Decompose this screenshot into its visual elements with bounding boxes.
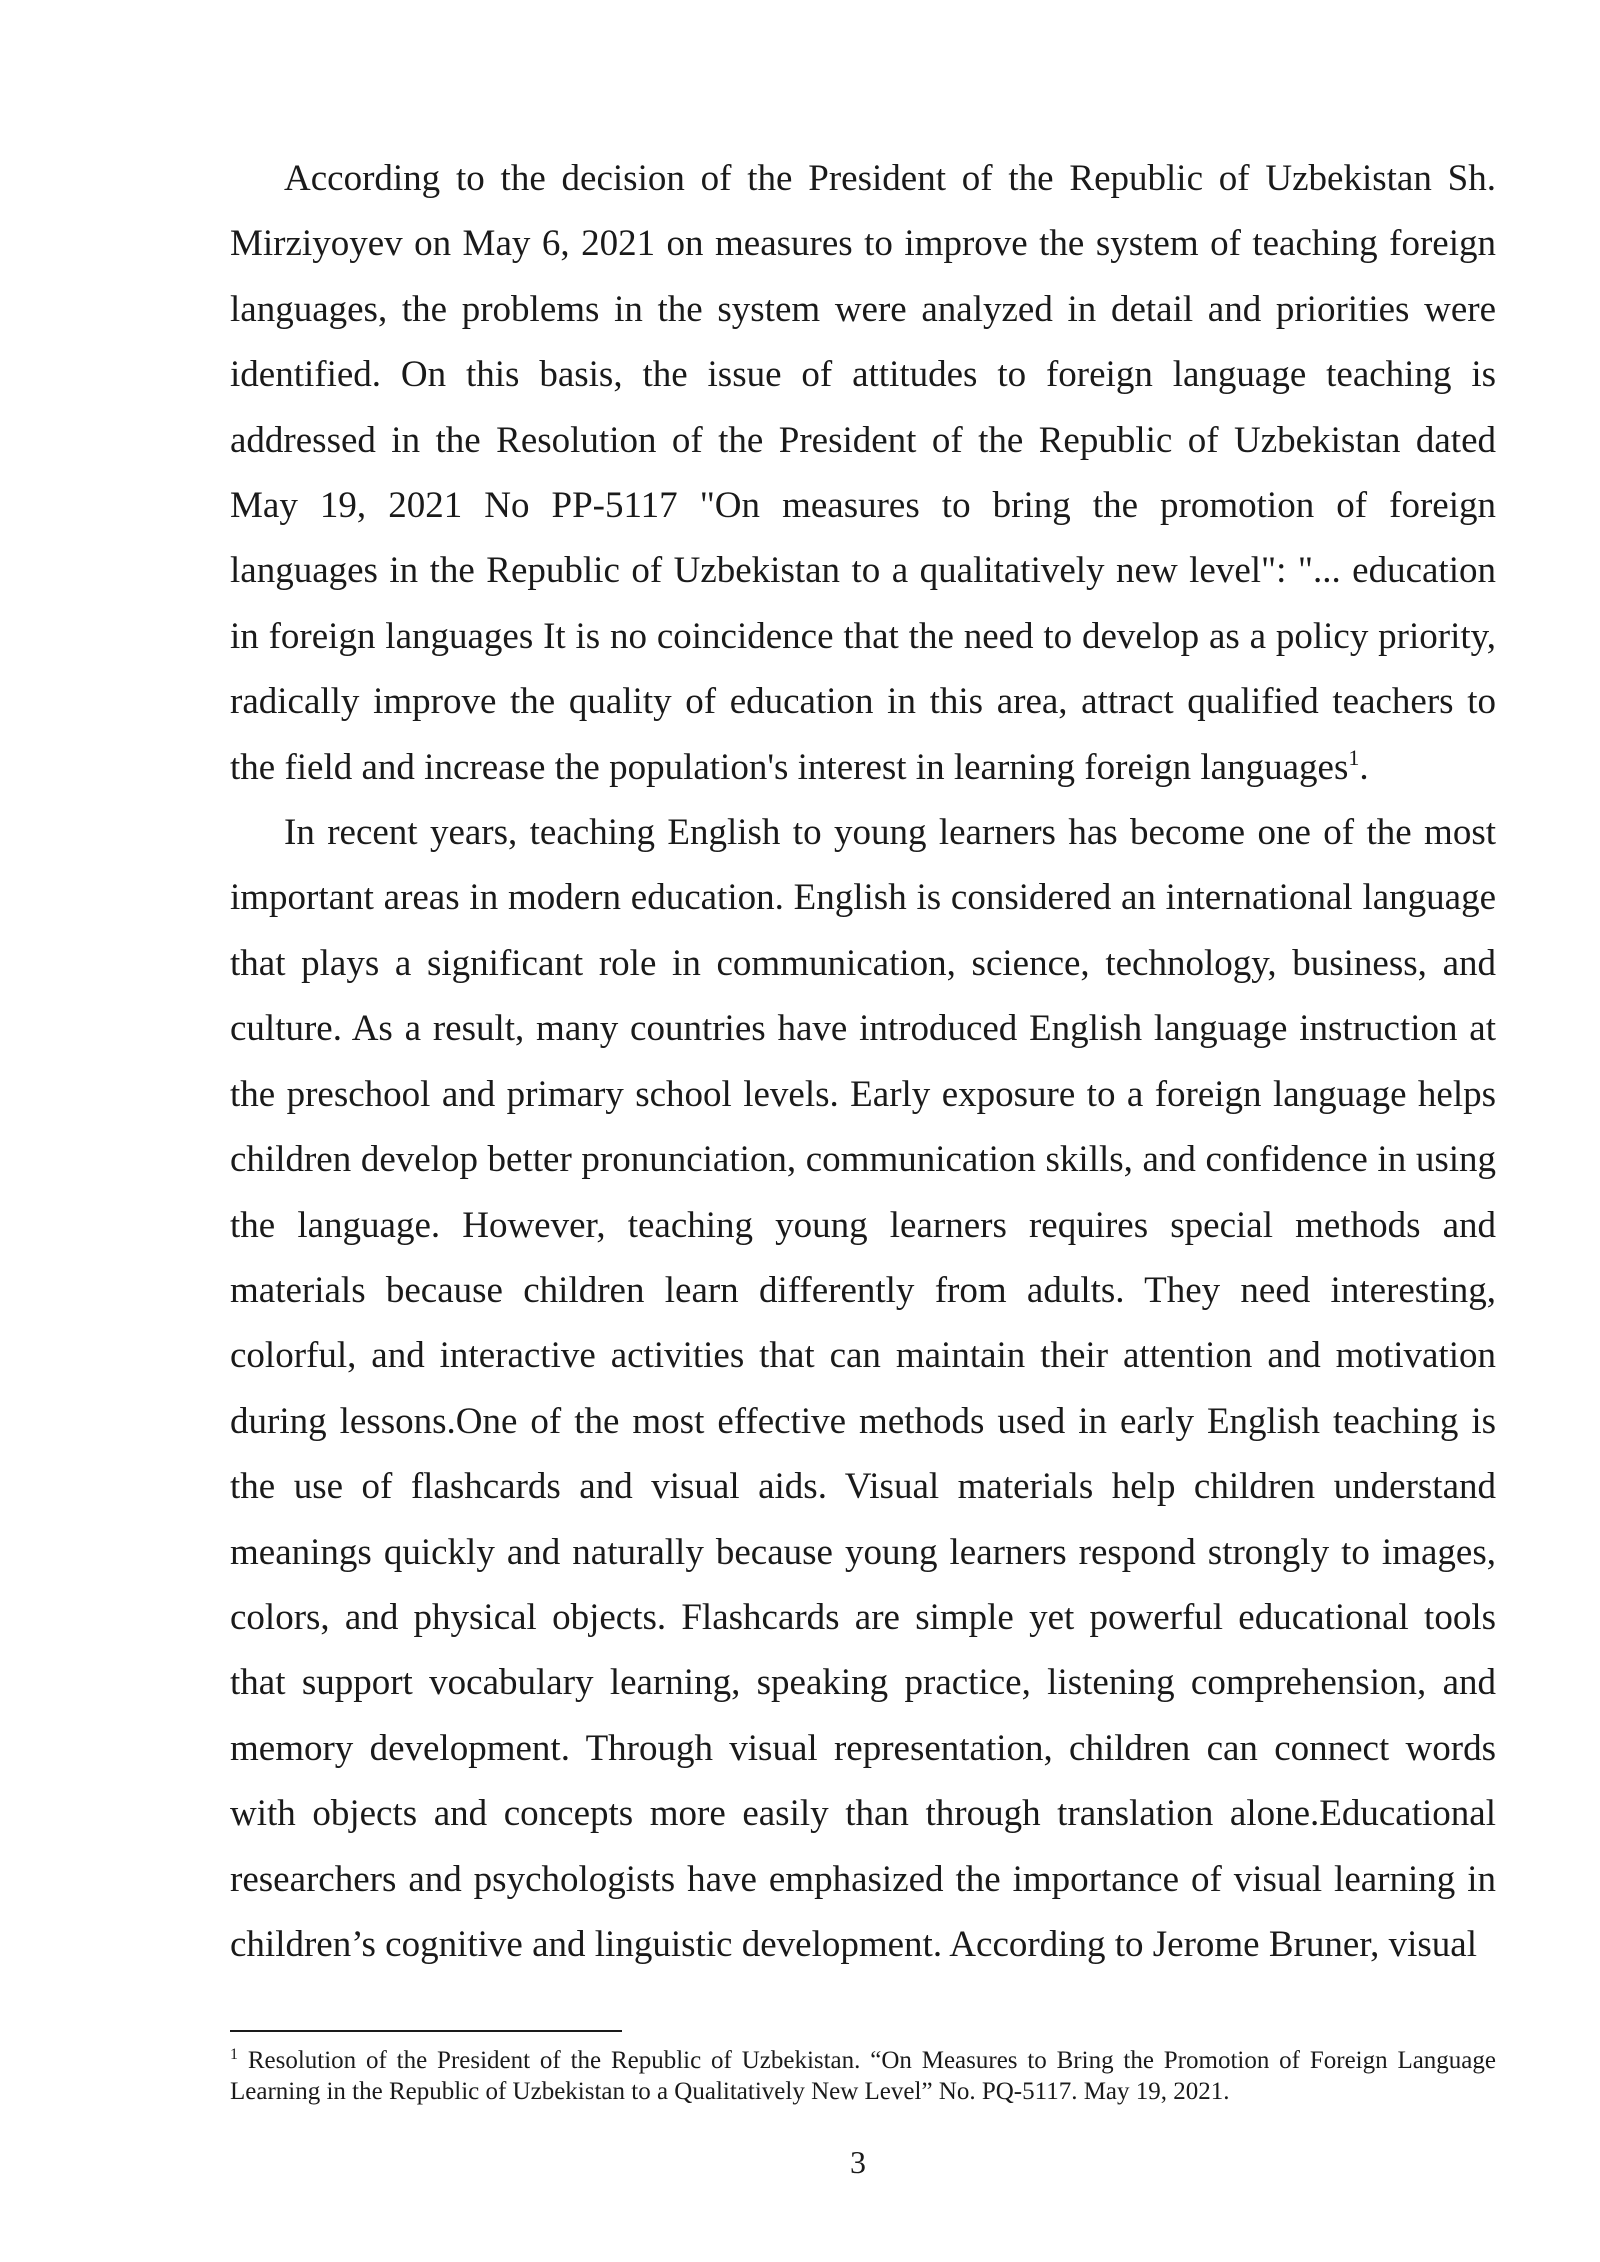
footnote-separator <box>230 2030 622 2032</box>
page-number: 3 <box>850 2144 866 2180</box>
footnote-text: Resolution of the President of the Republic of Uzbekistan. “On Measures to Bring the Promotion of Foreign Language Learning in the Republic of Uzbekistan to a Qualitatively New Level” No. PQ-5117. May 19, 2021. <box>230 2047 1496 2105</box>
footnote-marker: 1 <box>230 2046 238 2063</box>
paragraph-tail: . <box>1359 746 1369 788</box>
footnote <box>230 2045 1496 2107</box>
paragraph-text: According to the decision of the President of the Republic of Uzbekistan Sh. Mirziyoyev on May 6, 2021 on measures to improve the system of teaching foreign languages, the problems in the system were analyzed in detail and priorities were identified. On this basis, the issue of attitudes to foreign language teaching is addressed in the Resolution of the President of the Republic of Uzbekistan dated May 19, 2021 No PP-5117 "On measures to bring the promotion of foreign languages in the Republic of Uzbekistan to a qualitatively new level": "... education in foreign languages It is no coincidence that the need to develop as a policy priority, radically improve the quality of education in this area, attract qualified teachers to the field and increase the population's interest in learning foreign languages <box>230 158 1496 788</box>
body-text <box>230 146 1496 1977</box>
paragraph-text: In recent years, teaching English to young learners has become one of the most important areas in modern education. English is considered an international language that plays a significant role in communication, science, technology, business, and culture. As a result, many countries have introduced English language instruction at the preschool and primary school levels. Early exposure to a foreign language helps children develop better pronunciation, communication skills, and confidence in using the language. However, teaching young learners requires special methods and materials because children learn differently from adults. They need interesting, colorful, and interactive activities that can maintain their attention and motivation during lessons.One of the most effective methods used in early English teaching is the use of flashcards and visual aids. Visual materials help children understand meanings quickly and naturally because young learners respond strongly to images, colors, and physical objects. Flashcards are simple yet powerful educational tools that support vocabulary learning, speaking practice, listening comprehension, and memory development. Through visual representation, children can connect words with objects and concepts more easily than through translation alone.Educational researchers and psychologists have emphasized the importance of visual learning in children’s cognitive and linguistic development. According to Jerome Bruner, visual <box>230 812 1496 1965</box>
footnote-reference: 1 <box>1348 744 1360 770</box>
paragraph-young-learners <box>230 800 1496 1977</box>
paragraph-resolution <box>230 146 1496 800</box>
